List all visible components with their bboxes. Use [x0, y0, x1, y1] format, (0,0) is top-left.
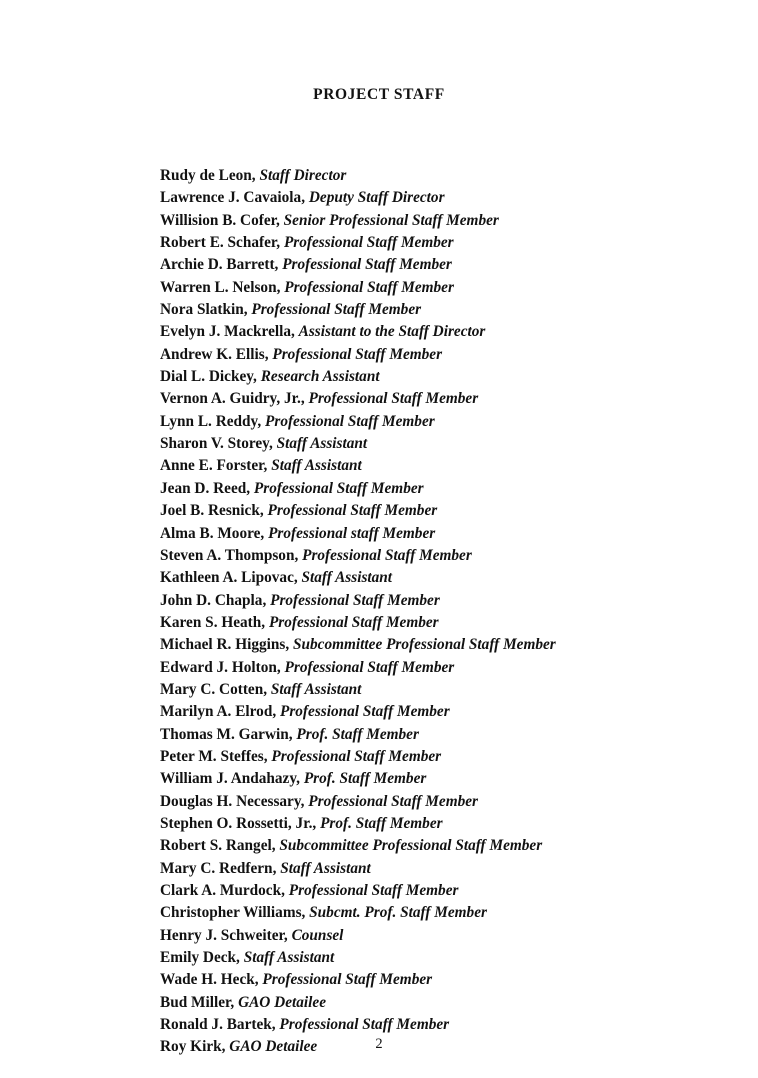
staff-role: Professional Staff Member [267, 502, 438, 520]
staff-entry [160, 992, 720, 1014]
staff-entry [160, 590, 720, 612]
staff-entry [160, 701, 720, 723]
staff-name: Dial L. Dickey, [160, 368, 257, 386]
staff-name: Jean D. Reed, [160, 479, 251, 497]
staff-entry [160, 232, 720, 254]
staff-entry [160, 344, 720, 366]
staff-role: GAO Detailee [229, 1038, 318, 1056]
staff-role: Subcommittee Professional Staff Member [293, 636, 556, 654]
staff-entry [160, 679, 720, 701]
staff-role: Professional Staff Member [282, 256, 452, 274]
staff-name: Ronald J. Bartek, [160, 1016, 276, 1034]
staff-role: Counsel [291, 926, 344, 944]
staff-name: Steven A. Thompson, [160, 546, 299, 564]
staff-name: Douglas H. Necessary, [160, 792, 305, 810]
staff-name: Edward J. Holton, [160, 658, 281, 676]
staff-role: Prof. Staff Member [296, 725, 419, 743]
staff-name: Sharon V. Storey, [160, 435, 273, 453]
staff-entry [160, 455, 720, 477]
staff-entry [160, 612, 720, 634]
staff-entry [160, 969, 720, 991]
staff-entry [160, 277, 720, 299]
staff-role: Deputy Staff Director [308, 189, 445, 207]
staff-role: Staff Assistant [243, 949, 335, 967]
staff-role: Assistant to the Staff Director [298, 323, 486, 341]
page-number: 2 [375, 1036, 383, 1052]
staff-role: Professional Staff Member [284, 278, 454, 296]
staff-role: Professional Staff Member [272, 345, 443, 363]
staff-role: Professional Staff Member [268, 613, 439, 631]
staff-entry [160, 724, 720, 746]
staff-role: Professional Staff Member [279, 1016, 450, 1034]
staff-entry [160, 925, 720, 947]
staff-entry [160, 835, 720, 857]
staff-entry [160, 366, 720, 388]
staff-name: Marilyn A. Elrod, [160, 703, 277, 721]
staff-entry [160, 813, 720, 835]
staff-name: Roy Kirk, [160, 1038, 226, 1056]
staff-name: John D. Chapla, [160, 591, 267, 609]
staff-entry [160, 523, 720, 545]
staff-entry [160, 299, 720, 321]
staff-name: Rudy de Leon, [160, 167, 256, 184]
staff-role: Staff Assistant [280, 859, 371, 877]
staff-name: Peter M. Steffes, [160, 747, 268, 765]
staff-entry [160, 746, 720, 768]
staff-name: Wade H. Heck, [160, 971, 259, 989]
staff-name: Archie D. Barrett, [160, 256, 279, 274]
staff-name: Vernon A. Guidry, Jr., [160, 390, 305, 408]
staff-role: Professional Staff Member [308, 792, 478, 810]
staff-entry [160, 210, 720, 232]
staff-name: Evelyn J. Mackrella, [160, 323, 295, 341]
staff-entry [160, 634, 720, 656]
staff-role: Senior Professional Staff Member [283, 211, 499, 229]
staff-entry [160, 500, 720, 522]
staff-name: Mary C. Cotten, [160, 680, 268, 698]
staff-entry [160, 254, 720, 276]
staff-name: Willision B. Cofer, [160, 211, 280, 229]
staff-name: Warren L. Nelson, [160, 278, 281, 296]
staff-name: Emily Deck, [160, 949, 240, 967]
staff-entry [160, 545, 720, 567]
staff-role: Professional Staff Member [251, 301, 422, 319]
staff-role: Staff Assistant [270, 680, 362, 698]
staff-role: Staff Assistant [271, 457, 362, 475]
staff-name: Anne E. Forster, [160, 457, 268, 475]
staff-entry [160, 947, 720, 969]
staff-name: Robert E. Schafer, [160, 234, 281, 252]
staff-entry [160, 1014, 720, 1036]
staff-entry [160, 478, 720, 500]
staff-role: Professional Staff Member [283, 234, 454, 252]
staff-entry [160, 902, 720, 924]
staff-name: Christopher Williams, [160, 904, 306, 922]
staff-name: Clark A. Murdock, [160, 882, 285, 899]
staff-role: Professional staff Member [268, 524, 436, 542]
staff-entry [160, 567, 720, 589]
staff-role: Professional Staff Member [308, 390, 479, 408]
staff-name: Bud Miller, [160, 993, 235, 1011]
staff-name: Lawrence J. Cavaiola, [160, 189, 306, 207]
staff-entry [160, 858, 720, 880]
staff-role: Staff Assistant [276, 435, 368, 453]
staff-entry [160, 165, 720, 187]
staff-name: Robert S. Rangel, [160, 837, 276, 855]
staff-name: Thomas M. Garwin, [160, 725, 293, 743]
staff-name: Lynn L. Reddy, [160, 412, 262, 430]
staff-role: Staff Assistant [301, 569, 393, 587]
staff-entry [160, 388, 720, 410]
staff-role: Professional Staff Member [284, 658, 455, 676]
staff-role: Subcommittee Professional Staff Member [279, 837, 543, 855]
staff-role: Professional Staff Member [302, 546, 472, 564]
staff-role: Professional Staff Member [271, 747, 442, 765]
staff-role: Subcmt. Prof. Staff Member [309, 904, 487, 922]
staff-role: Professional Staff Member [265, 412, 435, 430]
staff-role: Staff Director [259, 167, 347, 184]
staff-entry [160, 657, 720, 679]
staff-name: Alma B. Moore, [160, 524, 265, 542]
staff-name: Andrew K. Ellis, [160, 345, 269, 363]
staff-entry [160, 791, 720, 813]
staff-role: Professional Staff Member [262, 971, 433, 989]
staff-role: Professional Staff Member [279, 703, 450, 721]
staff-name: Stephen O. Rossetti, Jr., [160, 814, 317, 832]
staff-name: Kathleen A. Lipovac, [160, 569, 298, 587]
staff-role: GAO Detailee [238, 993, 326, 1011]
staff-entry [160, 187, 720, 209]
staff-role: Professional Staff Member [253, 479, 424, 497]
staff-role: Professional Staff Member [270, 591, 440, 609]
staff-name: Karen S. Heath, [160, 613, 266, 631]
staff-role: Professional Staff Member [288, 882, 459, 899]
page-title: PROJECT STAFF [313, 86, 445, 103]
staff-role: Prof. Staff Member [303, 770, 427, 788]
staff-name: William J. Andahazy, [160, 770, 300, 788]
staff-name: Nora Slatkin, [160, 301, 248, 319]
staff-entry [160, 321, 720, 343]
staff-list [160, 165, 720, 1059]
staff-role: Prof. Staff Member [320, 814, 443, 832]
staff-entry [160, 433, 720, 455]
staff-name: Michael R. Higgins, [160, 636, 290, 654]
staff-entry [160, 768, 720, 790]
staff-role: Research Assistant [260, 368, 380, 386]
staff-name: Mary C. Redfern, [160, 859, 277, 877]
staff-name: Henry J. Schweiter, [160, 926, 288, 944]
staff-name: Joel B. Resnick, [160, 502, 264, 520]
staff-entry [160, 880, 720, 902]
staff-entry [160, 411, 720, 433]
